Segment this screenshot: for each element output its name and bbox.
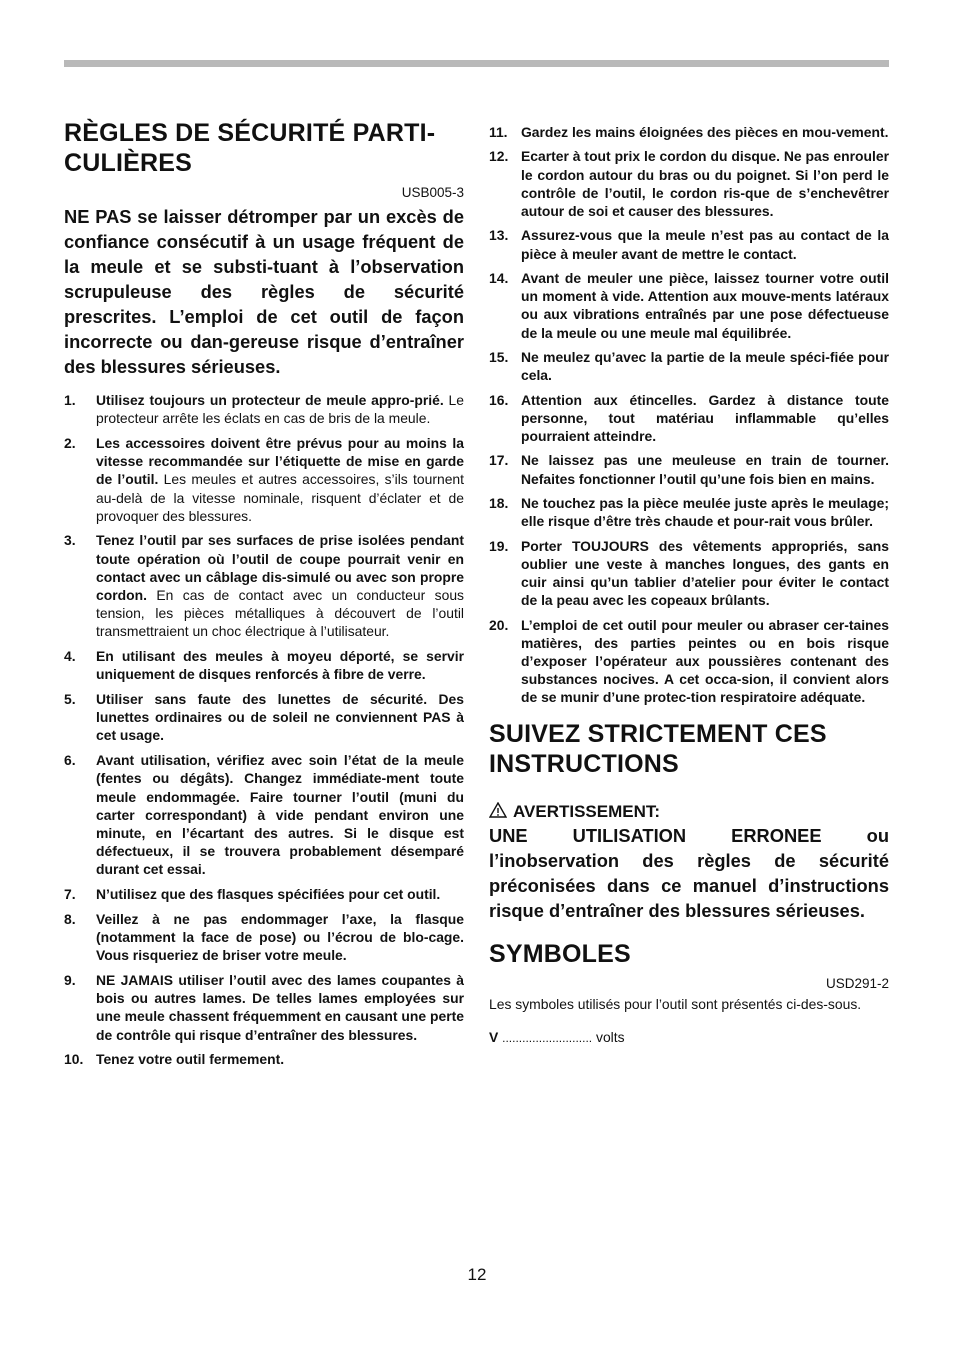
warning-label: AVERTISSEMENT:: [513, 801, 661, 821]
rule-number: 12.: [489, 148, 509, 165]
rule-item: [64, 885, 464, 903]
rule-number: 5.: [64, 691, 76, 708]
rule-item: [64, 1050, 464, 1068]
rule-number: 3.: [64, 532, 76, 549]
warning-text: UNE UTILISATION ERRONEE ou l’inobservation des règles de sécurité préconisées dans ce manuel d’instructions risque d’entraîner des blessures sérieuses.: [489, 824, 889, 921]
rule-bold-text: Attention aux étincelles. Gardez à distance toute personne, tout matériau inflammable qu’elles pourraient atteindre.: [521, 391, 889, 444]
rule-number: 6.: [64, 752, 76, 769]
rule-bold-text: Ne laissez pas une meuleuse en train de tourner. Nefaites fonctionner l’outil qu’une fois bien en mains.: [521, 452, 889, 487]
rule-number: 20.: [489, 616, 509, 633]
instructions-heading-line1: SUIVEZ STRICTEMENT CES: [489, 719, 827, 748]
rule-item: [489, 147, 889, 220]
section-title: [64, 118, 464, 178]
rule-normal-text: Le protecteur arrête les éclats en cas de bris de la meule.: [96, 392, 464, 427]
rule-bold-text: Ne touchez pas la pièce meulée juste après le meulage; elle risque d’être très chaude et pour-rait vous brûler.: [521, 494, 889, 530]
top-rule: [64, 60, 889, 67]
rule-number: 13.: [489, 227, 509, 244]
rule-bold-text: Tenez votre outil fermement.: [96, 1051, 285, 1068]
symbol-leader: ...........................: [502, 1030, 593, 1045]
warning-heading: [489, 801, 889, 823]
symbol-key: V: [489, 1028, 499, 1045]
rule-number: 17.: [489, 452, 509, 469]
rule-normal-text: Les meules et autres accessoires, s’ils tournent au-delà de la vitesse nominale, risquent d’éclater et de provoquer des blessures.: [96, 471, 465, 524]
warning-triangle-icon: [489, 802, 507, 818]
rule-item: [489, 616, 889, 707]
right-column: [489, 123, 889, 1047]
rule-item: [64, 690, 464, 745]
rule-item: [489, 269, 889, 342]
rule-bold-text: N’utilisez que des flasques spécifiées pour cet outil.: [96, 886, 441, 903]
rule-bold-text: Utiliser sans faute des lunettes de sécurité. Des lunettes ordinaires ou de soleil ne conviennent PAS à cet usage.: [96, 691, 464, 744]
rule-bold-text: Gardez les mains éloignées des pièces en mou-vement.: [521, 124, 889, 140]
rule-number: 16.: [489, 391, 509, 408]
rule-item: [64, 751, 464, 878]
rule-number: 18.: [489, 494, 509, 511]
rule-item: [64, 910, 464, 965]
symbols-heading: SYMBOLES: [489, 939, 631, 968]
rule-item: [489, 494, 889, 530]
instructions-heading: [489, 719, 889, 779]
rule-bold-text: NE JAMAIS utiliser l’outil avec des lames coupantes à bois ou autres lames. De telles lames employées sur une meule chassent fréquemment en causant une perte de contrôle qui risque d’entraîner des blessures.: [96, 971, 464, 1043]
rule-bold-text: Les accessoires doivent être prévus pour au moins la vitesse recommandée sur l’étiquette de mise en garde de l’outil.: [96, 434, 464, 488]
rule-bold-text: Avant utilisation, vérifiez avec soin l’état de la meule (fentes ou dégâts). Changez immédiate-ment toute meule endommagée. Faire tourner l’outil (muni du carter correspondant) à vide pendant environ une minute, en l’écartant des autres. Si le disque est défectueux, il se trouvera probablement désemparé durant cet essai.: [96, 752, 464, 878]
rule-bold-text: L’emploi de cet outil pour meuler ou abraser cer-taines matières, des parties peintes ou en bois risque d’exposer l’opérateur aux poussières contenant des substances nocives. A cet occa-sion, il convient alors de se munir d’une protec-tion respiratoire adéquate.: [521, 616, 889, 706]
rule-bold-text: Utilisez toujours un protecteur de meule appro-prié.: [96, 392, 444, 408]
rule-number: 7.: [64, 886, 76, 903]
rule-item: [64, 531, 464, 640]
rule-number: 1.: [64, 392, 76, 408]
rules-list-left: [64, 391, 464, 1068]
section-title-line2: CULIÈRES: [64, 149, 193, 177]
rules-list-right: [489, 123, 889, 707]
rule-item: [489, 226, 889, 262]
lead-warning: NE PAS se laisser détromper par un excès de confiance consécutif à un usage fréquent de la meule et se substi-tuant à l’observation scrupuleuse des règles de sécurité prescrites. L’emploi de cet outil de façon incorrecte ou dan-gereuse risque d’entraîner des blessures sérieuses.: [64, 206, 464, 377]
rule-number: 11.: [489, 124, 508, 140]
rule-item: [64, 391, 464, 427]
rule-bold-text: Assurez-vous que la meule n’est pas au contact de la pièce à meuler avant de mettre le contact.: [521, 227, 889, 262]
rule-number: 2.: [64, 434, 76, 451]
rule-bold-text: En utilisant des meules à moyeu déporté, se servir uniquement de disques renforcés à fibre de verre.: [96, 648, 464, 683]
rule-item: [489, 123, 889, 141]
rule-item: [489, 451, 889, 487]
rule-item: [64, 434, 464, 525]
rule-item: [489, 391, 889, 446]
rule-number: 14.: [489, 269, 509, 286]
rule-bold-text: Ecarter à tout prix le cordon du disque. Ne pas enrouler le cordon autour du bras ou du poignet. Si l’on perd le contrôle de l’outil, le cordon ris-que de s’enchevêtrer autour de soi et causer des blessures.: [521, 148, 889, 219]
instructions-heading-line2: INSTRUCTIONS: [489, 749, 679, 778]
rule-item: [64, 971, 464, 1044]
rule-bold-text: Ne meulez qu’avec la partie de la meule spéci-fiée pour cela.: [521, 348, 889, 384]
rule-normal-text: En cas de contact avec un conducteur sous tension, les pièces métalliques à découvert de l’outil transmettraient un choc électrique à l’utilisateur.: [96, 587, 464, 640]
page-number: 12: [467, 1265, 487, 1284]
rule-bold-text: Veillez à ne pas endommager l’axe, la flasque (notamment la face de pose) ou l’écrou de blo-cage. Vous risqueriez de briser votre meule.: [96, 910, 464, 964]
symbol-value: volts: [596, 1028, 625, 1045]
symbols-reference-code: USD291-2: [825, 975, 889, 991]
rule-number: 19.: [489, 537, 509, 554]
rule-bold-text: Tenez l’outil par ses surfaces de prise isolées pendant toute opération où l’outil de coupe pourrait venir en contact avec un câblage dis-simulé ou avec son propre cordon.: [96, 532, 464, 604]
symbol-row: [489, 1028, 889, 1047]
rule-bold-text: Porter TOUJOURS des vêtements appropriés, sans oublier une veste à manches longues, des gants en cuir ainsi qu’un tablier d’atelier pour éviter le contact de la peau avec les copeaux brûlants.: [521, 537, 889, 609]
rule-number: 4.: [64, 648, 76, 665]
symbols-intro: Les symboles utilisés pour l’outil sont présentés ci-des-sous.: [489, 995, 862, 1012]
reference-code: USB005-3: [401, 185, 464, 200]
left-column: [64, 118, 464, 1075]
rule-item: [64, 647, 464, 683]
rule-number: 15.: [489, 348, 509, 365]
section-title-line1: RÈGLES DE SÉCURITÉ PARTI-: [64, 119, 436, 147]
rule-number: 9.: [64, 971, 76, 988]
rule-bold-text: Avant de meuler une pièce, laissez tourner votre outil un moment à vide. Attention aux mouve-ments latéraux ou aux vibrations entraînés par une pose défectueuse de la meule ou une meule mal équilibrée.: [521, 269, 889, 341]
rule-item: [489, 348, 889, 384]
rule-item: [489, 537, 889, 610]
rule-number: 8.: [64, 910, 76, 927]
rule-number: 10.: [64, 1051, 84, 1068]
